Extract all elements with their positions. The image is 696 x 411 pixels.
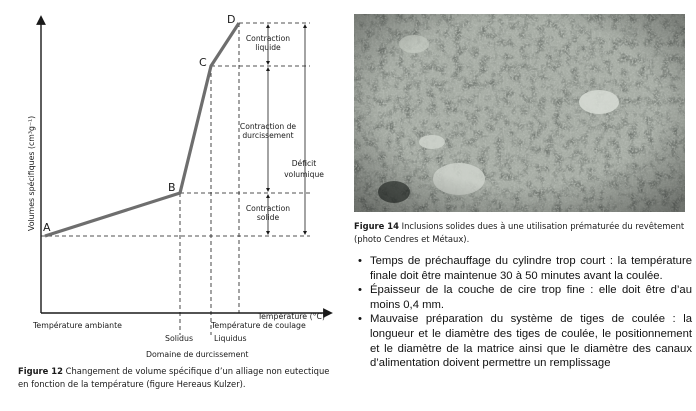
x-label-ambient: Température ambiante [33,321,122,330]
liquid-contraction-label-1: Contraction [245,34,291,43]
volume-curve [45,23,239,236]
list-item [356,283,692,312]
volume-deficit-label-1: Déficit [291,159,317,168]
figure-14-caption-label: Figure 14 [354,221,399,231]
point-d-label: D [227,13,236,26]
list-item-text: Temps de préchauffage du cylindre trop court : la température finale doit être maintenue 30 à 50 minutes avant la coulée. [370,255,692,282]
figure-14-photo [354,14,685,212]
bullet-list [356,254,692,371]
hardening-contraction-label-1: Contraction de [239,122,297,131]
liquid-contraction-label-2: liquide [255,43,281,52]
figure-12-caption-label: Figure 12 [18,366,63,376]
x-label-domain: Domaine de durcissement [146,350,249,359]
volume-deficit-label-2: volumique [284,170,324,179]
point-c-label: C [199,56,207,69]
x-label-casting: Température de coulage [211,321,306,330]
photo-texture [354,14,685,212]
figure-14-caption [354,220,689,245]
bullet-marker: • [358,313,362,326]
solid-contraction-label-2: solide [256,213,280,222]
x-label-liquidus: Liquidus [214,334,247,343]
bullet-marker: • [358,255,362,267]
point-b-label: B [168,181,176,194]
x-label-domain-wrapper [0,345,340,361]
solid-contraction-label-1: Contraction [245,204,291,213]
figure-12-caption-text: Changement de volume spécifique d’un alliage non eutectique en fonction de la température (figure Hereaus Kulzer). [18,366,330,389]
list-item [356,312,692,370]
figure-12-caption [18,365,338,390]
list-item [356,254,692,283]
y-axis-label: Volumes spécifiques (cm³g⁻¹) [27,115,36,231]
figure-12-diagram [0,0,340,345]
list-item-text: Épaisseur de la couche de cire trop fine : elle doit être d’au moins 0,4 mm. [370,284,692,311]
list-item-text: Mauvaise préparation du système de tiges de coulée : la longueur et le diamètre des tiges de coulée, le positionnement et le diamètre de la matrice ainsi que le diamètre des canaux d’alimentation doivent permettre un remplissage [370,313,692,370]
bullet-marker: • [358,284,362,297]
hardening-contraction-label-2: durcissement [242,131,294,140]
figure-14-caption-text: Inclusions solides dues à une utilisation prématurée du revêtement (photo Cendres et Métaux). [354,221,685,244]
x-axis-label: Température (°C) [257,312,325,321]
point-a-label: A [43,221,51,234]
x-label-solidus: Solidus [165,334,194,343]
